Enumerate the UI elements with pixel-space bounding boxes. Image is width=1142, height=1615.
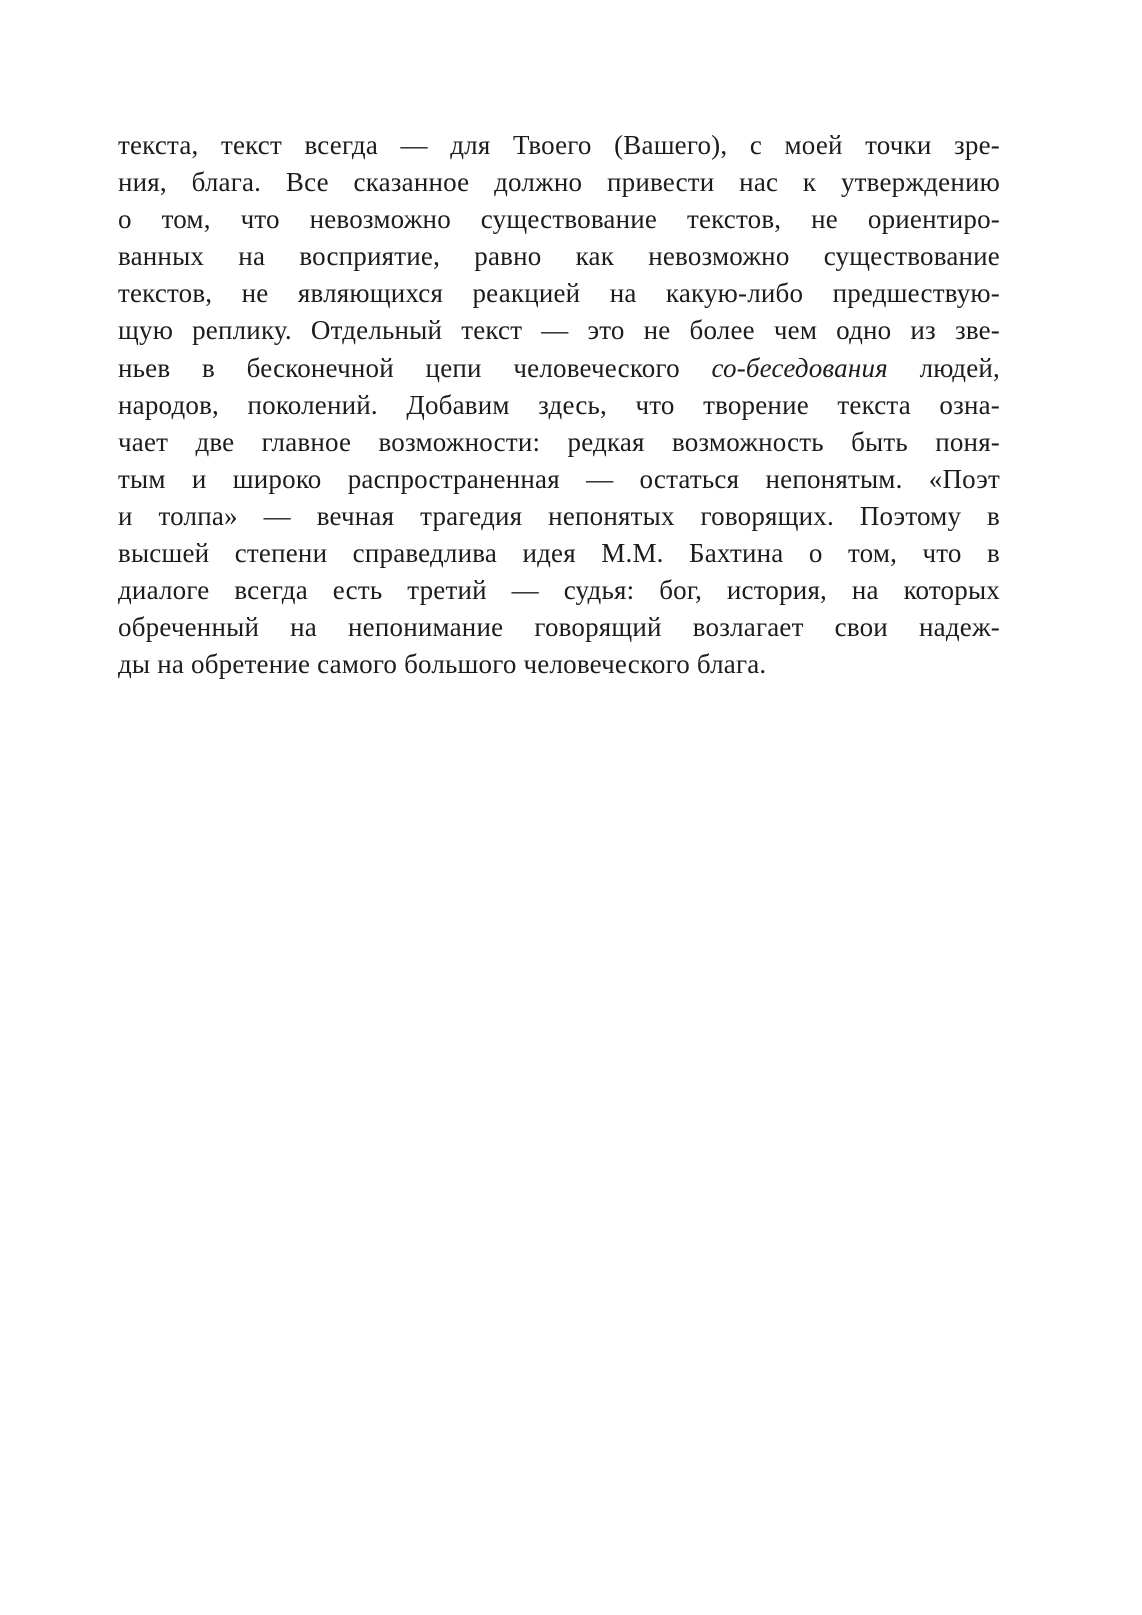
- body-paragraph: [118, 127, 1000, 683]
- text-line: обреченный на непонимание говорящий возлагает свои надеж-: [118, 612, 1000, 643]
- text-line: и толпа» — вечная трагедия непонятых говорящих. Поэтому в: [118, 500, 1000, 531]
- text-line: чает две главное возможности: редкая возможность быть поня-: [118, 426, 1000, 457]
- text-line: народов, поколений. Добавим здесь, что творение текста озна-: [118, 389, 1000, 420]
- text-line: высшей степени справедлива идея М.М. Бахтина о том, что в: [118, 538, 1000, 569]
- text-line: текстов, не являющихся реакцией на какую-либо предшествую-: [118, 278, 1000, 309]
- text-line: диалоге всегда есть третий — судья: бог, история, на которых: [118, 575, 1000, 606]
- text-segment: людей,: [887, 352, 1000, 383]
- text-line: щую реплику. Отдельный текст — это не более чем одно из зве-: [118, 315, 1000, 346]
- text-line: ванных на восприятие, равно как невозможно существование: [118, 241, 1000, 272]
- text-line: тым и широко распространенная — остаться непонятым. «Поэт: [118, 463, 1000, 494]
- text-line: ния, блага. Все сказанное должно привести нас к утверждению: [118, 167, 1000, 198]
- text-line: текста, текст всегда — для Твоего (Вашего), с моей точки зре-: [118, 130, 1000, 160]
- text-line: о том, что невозможно существование текстов, не ориентиро-: [118, 204, 1000, 235]
- text-segment: ньев в бесконечной цепи человеческого: [118, 352, 712, 383]
- text-line: ды на обретение самого большого человеческого блага.: [118, 649, 767, 680]
- emphasized-term: со-беседования: [711, 352, 888, 383]
- text-line-with-emphasis: [118, 350, 1000, 387]
